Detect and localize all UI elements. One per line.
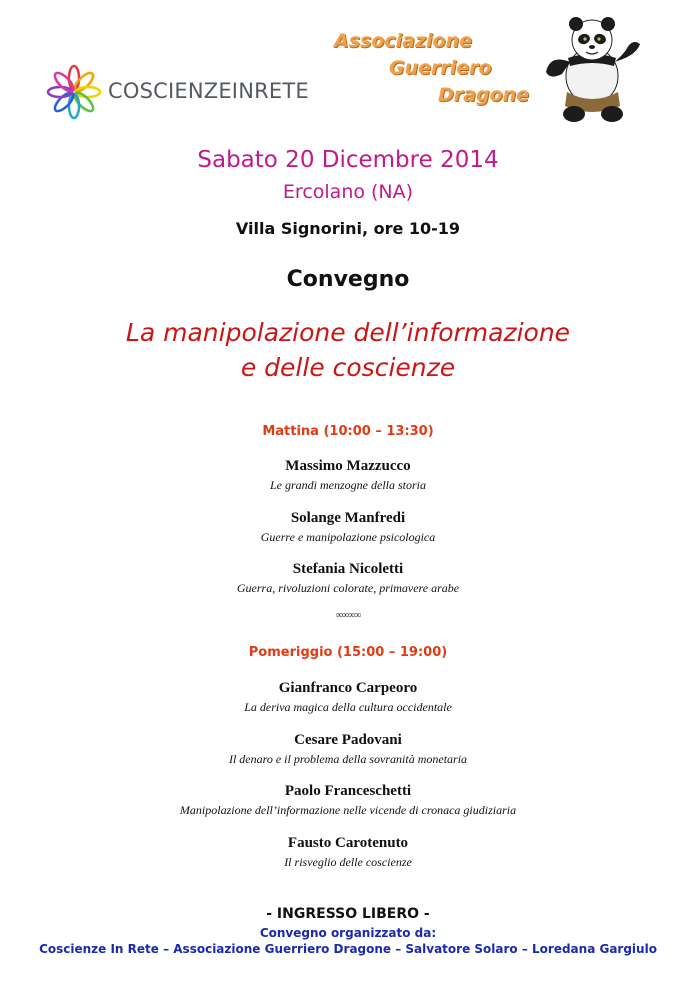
talk-title: La deriva magica della cultura occidentale	[244, 700, 452, 714]
afternoon-session-label: Pomeriggio (15:00 – 19:00)	[248, 645, 448, 660]
coscienzeinrete-logo	[44, 62, 309, 122]
event-title-line-2: e delle coscienze	[240, 353, 456, 382]
assoc-logo-line-1: Associazione	[334, 30, 473, 52]
free-entry-notice: - INGRESSO LIBERO -	[266, 906, 430, 922]
speaker-name: Stefania Nicoletti	[292, 561, 404, 577]
organizers-list: Coscienze In Rete – Associazione Guerriero Dragone – Salvatore Solaro – Loredana Gargiulo	[39, 942, 657, 956]
assoc-logo-line-2: Guerriero	[389, 57, 492, 79]
talk-title: Il denaro e il problema della sovranità monetaria	[228, 752, 468, 766]
event-date: Sabato 20 Dicembre 2014	[197, 147, 499, 173]
speaker-name: Fausto Carotenuto	[287, 835, 409, 851]
speaker-name: Massimo Mazzucco	[285, 458, 411, 474]
event-title-line-1: La manipolazione dell’informazione	[125, 318, 571, 347]
event-type: Convegno	[286, 267, 410, 292]
event-city: Ercolano (NA)	[282, 181, 414, 203]
speaker-name: Solange Manfredi	[290, 510, 406, 526]
talk-title: Manipolazione dell’informazione nelle vicende di cronaca giudiziaria	[179, 803, 517, 817]
organized-by-label: Convegno organizzato da:	[259, 926, 437, 940]
talk-title: Le grandi menzogne della storia	[270, 478, 426, 492]
talk-title: Guerre e manipolazione psicologica	[260, 530, 436, 544]
section-separator: ∞∞∞∞	[335, 610, 361, 621]
speaker-name: Cesare Padovani	[294, 732, 402, 748]
speaker-name: Paolo Franceschetti	[284, 783, 412, 799]
speaker-name: Gianfranco Carpeoro	[278, 680, 418, 696]
assoc-logo-line-3: Dragone	[438, 84, 530, 106]
talk-title: Il risveglio delle coscienze	[284, 855, 412, 869]
morning-session-label: Mattina (10:00 – 13:30)	[262, 424, 434, 439]
coscienzeinrete-logo-text: COSCIENZEINRETE	[108, 79, 309, 103]
kung-fu-panda-icon	[540, 14, 645, 126]
event-venue: Villa Signorini, ore 10-19	[235, 219, 461, 238]
talk-title: Guerra, rivoluzioni colorate, primavere arabe	[236, 581, 460, 595]
colorful-ring-icon	[44, 62, 104, 122]
